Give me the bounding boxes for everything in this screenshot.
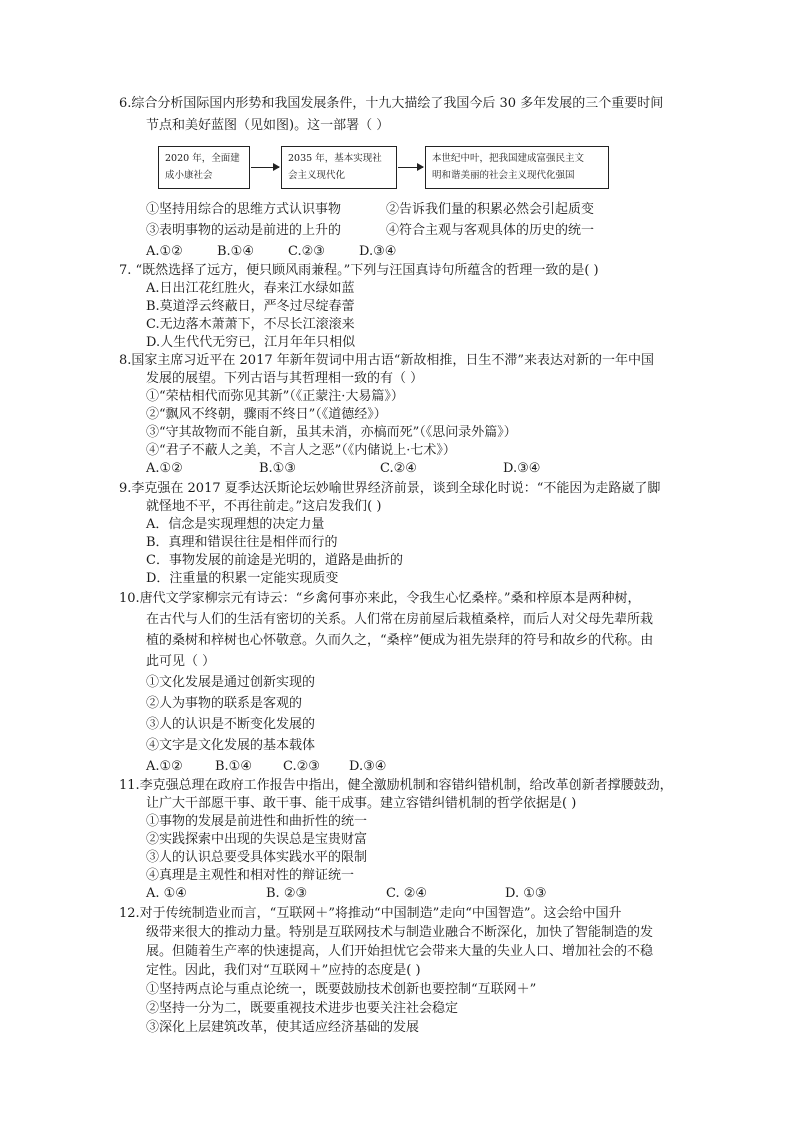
q7-option-a[interactable]: A.日出江花红胜火，春来江水绿如蓝 [146,281,355,296]
flow-box-2020 [158,146,250,189]
q6-statement-1: ①坚持用综合的思维方式认识事物 [146,202,342,217]
flow-box-2035-line1: 2035 年，基本实现社 [288,153,382,164]
q8-statement-1: ①“荣枯相代而弥见其新”（《正蒙注·大易篇》） [146,389,404,404]
flow-arrow-1 [251,167,279,168]
q10-statement-4: ④文字是文化发展的基本载体 [146,738,316,753]
flow-box-midcentury-line2: 明和谐美丽的社会主义现代化强国 [432,170,575,181]
q10-stem-line2: 在古代与人们的生活有密切的关系。人们常在房前屋后栽植桑梓，而后人对父母先辈所栽 [146,612,654,627]
q6-answer-d[interactable]: D.③④ [359,244,397,259]
q11-stem-line1: 11.李克强总理在政府工作报告中指出，健全激励机制和容错纠错机制，给改革创新者撑腰鼓劲， [119,778,673,793]
flow-box-2035 [281,146,397,189]
q8-stem-line1: 8.国家主席习近平在 2017 年新年贺词中用古语“新故相推，日生不滞”来表达对新的一年中国 [119,353,655,368]
q12-stem-line4: 定性。因此，我们对“互联网＋”应持的态度是( ) [146,963,421,978]
q7-option-c[interactable]: C.无边落木萧萧下，不尽长江滚滚来 [146,317,355,332]
q12-stem-line2: 级带来很大的推动力量。特别是互联网技术与制造业融合不断深化，加快了智能制造的发 [146,925,654,940]
q8-statement-3: ③“守其故物而不能自新，虽其未消，亦槁而死”（《思问录外篇》） [146,425,517,440]
q6-stem-line1: 6.综合分析国际国内形势和我国发展条件，十九大描绘了我国今后 30 多年发展的三个重要时间 [119,96,664,111]
q11-answer-d[interactable]: D. ①③ [505,886,547,901]
q6-answer-c[interactable]: C.②③ [288,244,325,259]
q9-option-a[interactable]: A．信念是实现理想的决定力量 [146,517,325,532]
q8-statement-4: ④“君子不蔽人之美，不言人之恶”（《内储说上·七术》） [146,443,456,458]
q10-statement-3: ③人的认识是不断变化发展的 [146,717,316,732]
q8-answer-d[interactable]: D.③④ [503,461,541,476]
q9-option-c[interactable]: C．事物发展的前途是光明的，道路是曲折的 [146,553,403,568]
q7-stem: 7. “既然选择了远方，便只顾风雨兼程。”下列与汪国真诗句所蕴含的哲理一致的是( ) [119,263,599,278]
q8-stem-line2: 发展的展望。下列古语与其哲理相一致的有（ ） [146,371,424,386]
q8-answer-b[interactable]: B.①③ [259,461,296,476]
q12-stem-line1: 12.对于传统制造业而言，“互联网＋”将推动“中国制造”走向“中国智造”。这会给中国升 [119,906,622,921]
flow-box-midcentury [425,146,609,189]
q11-answer-b[interactable]: B. ②③ [266,886,308,901]
q7-option-d[interactable]: D.人生代代无穷已，江月年年只相似 [146,335,356,350]
flow-box-2035-line2: 会主义现代化 [288,170,346,181]
q6-stem-line2: 节点和美好蓝图（见如图)。这一部署（ ） [146,118,390,133]
q11-statement-1: ①事物的发展是前进性和曲折性的统一 [146,814,368,829]
q6-statement-4: ④符合主观与客观具体的历史的统一 [386,223,595,238]
q11-stem-line2: 让广大干部愿干事、敢干事、能干成事。建立容错纠错机制的哲学依据是( ) [146,796,577,811]
q11-statement-2: ②实践探索中出现的失误总是宝贵财富 [146,832,368,847]
flow-arrow-2 [398,167,423,168]
q10-stem-line4: 此可见（ ） [146,654,216,669]
flow-box-2020-line1: 2020 年，全面建 [165,153,240,164]
q12-statement-2: ②坚持一分为二，既要重视技术进步也要关注社会稳定 [146,1001,459,1016]
q10-answer-c[interactable]: C.②③ [283,759,320,774]
q6-statement-3: ③表明事物的运动是前进的上升的 [146,223,342,238]
q12-stem-line3: 展。但随着生产率的快速提高，人们开始担忧它会带来大量的失业人口、增加社会的不稳 [146,944,654,959]
flow-box-2020-line2: 成小康社会 [165,170,213,181]
q11-statement-4: ④真理是主观性和相对性的辩证统一 [146,868,355,883]
q11-answer-a[interactable]: A. ①④ [146,886,187,901]
q10-answer-d[interactable]: D.③④ [349,759,387,774]
q12-statement-1: ①坚持两点论与重点论统一，既要鼓励技术创新也要控制“互联网＋” [146,982,537,997]
q8-statement-2: ②“飘风不终朝，骤雨不终日”（《道德经》） [146,407,387,422]
q9-option-b[interactable]: B．真理和错误往往是相伴而行的 [146,535,338,550]
q6-statement-2: ②告诉我们量的积累必然会引起质变 [386,202,595,217]
q9-option-d[interactable]: D．注重量的积累一定能实现质变 [146,571,339,586]
q11-answer-c[interactable]: C. ②④ [386,886,428,901]
q10-answer-a[interactable]: A.①② [146,759,183,774]
q7-option-b[interactable]: B.莫道浮云终蔽日，严冬过尽绽春蕾 [146,299,355,314]
q9-stem-line1: 9.李克强在 2017 夏季达沃斯论坛妙喻世界经济前景，谈到全球化时说：“不能因为走路崴了脚 [119,481,661,496]
q6-answer-a[interactable]: A.①② [146,244,183,259]
q12-statement-3: ③深化上层建筑改革，使其适应经济基础的发展 [146,1020,420,1035]
q9-stem-line2: 就怪地不平，不再往前走。”这启发我们( ) [146,499,382,514]
q10-stem-line3: 植的桑树和梓树也心怀敬意。久而久之，“桑梓”便成为祖先崇拜的符号和故乡的代称。由 [146,633,654,648]
q6-answer-b[interactable]: B.①④ [217,244,254,259]
q11-statement-3: ③人的认识总要受具体实践水平的限制 [146,850,368,865]
q8-answer-c[interactable]: C.②④ [380,461,417,476]
q10-stem-line1: 10.唐代文学家柳宗元有诗云：“乡禽何事亦来此，令我生心忆桑梓。”桑和梓原本是两种树， [119,591,641,606]
q10-statement-2: ②人为事物的联系是客观的 [146,696,303,711]
flow-box-midcentury-line1: 本世纪中叶，把我国建成富强民主文 [432,153,585,164]
q10-statement-1: ①文化发展是通过创新实现的 [146,675,316,690]
q8-answer-a[interactable]: A.①② [146,461,183,476]
q10-answer-b[interactable]: B.①④ [215,759,252,774]
